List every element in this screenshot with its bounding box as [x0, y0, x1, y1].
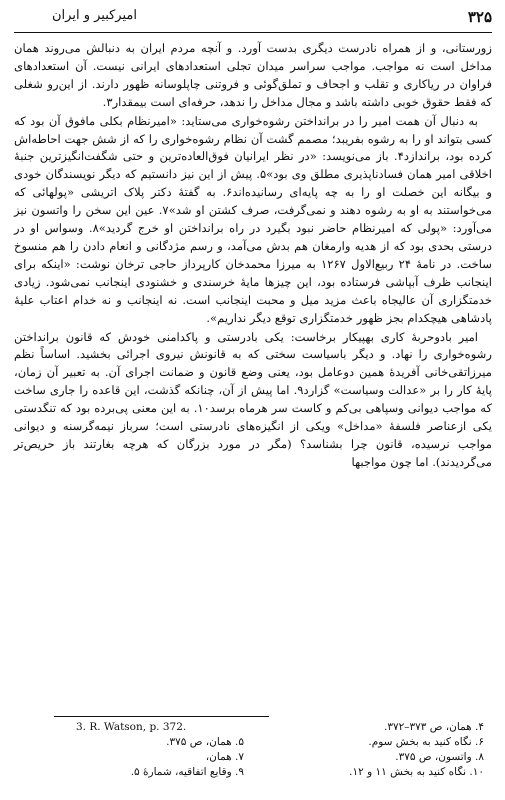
paragraph: زورستانی، و از همراه نادرست دیگری بدست آورد. و آنچه مردم ایران به دنبالش می‌روند همان مداخل است نه مواجب. مواجب سراسر میدان تجلی استعدادهای ایرانی نیست. آن استعدادهای فراوان در ریاکاری و تقلب و اجحاف و تملق‌گوئی و فروتنی چاپلوسانه ظهور دارند. از این‌رو شغلی که فقط حقوق خوبی داشته باشد و مجال مداخل را ندهد، حرفه‌ای است بیمقدار۳. [14, 41, 492, 109]
paragraph: امیر بادوحربهٔ کاری بهپیکار برخاست: یکی بادرستی و پاکدامنی خودش که قانون برانداختن رشوه‌خواری را نهاد. و دیگر باسیاست سختی که به قانونش نیروی اجرائی بخشید. اساساً نظم میرزاتقی‌خانی آفریدهٔ همین دوعامل بود، یعنی وضع قانون و ضمانت اجرای آن. به تعبیر آن زمان، پایهٔ کار را بر «عدالت وسیاست» گزارد۹. اما پیش از آن، چنانکه گذشت، این قاعده را جاری ساخت که مواجب دیوانی وسپاهی بی‌کم و کاست سر هرماه برسد۱۰. به این معنی پی‌برده بود که تنگدستی یکی ازعناصر فلسفهٔ «مداخل» ویکی از انگیزه‌های نادرستی است؛ سرباز نیمه‌گرسنه و دیوانی مواجب نرسیده، قانون چرا بشناسد؟ (مگر در مورد بزرگان که هرچه بغارتند باز حریص‌تر می‌گردیدند). اما چون مواجبها [14, 329, 493, 469]
body-text [14, 40, 492, 472]
running-title: امیرکبیر و ایران [52, 8, 137, 23]
paragraph: به دنبال آن همت امیر را در برانداختن رشوه‌خواری می‌ستاید: «امیرنظام بکلی مافوق آن بود که کسی بتواند او را به رشوه بفریبد؛ مصمم گشت آن نظام رشوه‌خواری را که از شش جهت احاطه‌اش کرده بود، براندازد۴. باز می‌نویسد: «در نظر ایرانیان فوق‌العاده‌ترین و حتی شگفت‌انگیزترین جنبهٔ اخلاقی امیر همان فسادناپذیری مطلق وی بود»۵. پیش از این نیز دانستیم که دیگر نویسندگان خودی و بیگانه این خصلت او را به چه پایه‌ای رسانیده‌اند۶. به گفتهٔ دکتر پلاک اتریشی «پولهائی که می‌خواستند به او به رشوه دهند و نمی‌گرفت، صرف کشتن او شد»۷. عین این سخن را واتسون نیز می‌آورد: «پولی که امیرنظام حاضر نبود بگیرد در راه برانداختن او خرج گردید»۸. وسواس او در درستی بحدی بود که از هدیه وارمغان هم بدش می‌آمد، و رسم مژدگانی و انعام دادن را هم منسوخ ساخت. در نامهٔ ۲۴ ربیع‌الاول ۱۲۶۷ به میرزا محمدخان کارپرداز حاجی ترخان نوشت: «اینکه برای اینجانب ظرف آبپاشی فرستاده بود، این چیزها مایهٔ خرسندی و خشنودی اینجانب نمی‌شود. زیادی خدمتگزاری آن عالیجاه باعث مزید میل و محبت اینجانب است. نه اینجانب و نه خدام اعتاب علیهٔ پادشاهی هیچکدام بجز ظهور خدمتگزاری توقع دیگر نداریم». [14, 113, 493, 325]
page-number: ۳۲۵ [467, 8, 492, 26]
footnote: ۸. واتسون، ص ۳۷۵. [395, 751, 484, 763]
footnotes-right-column [254, 720, 484, 780]
footnote-rule [54, 716, 269, 717]
page-header [14, 6, 492, 28]
footnote: ۵. همان، ص ۳۷۵. [166, 736, 244, 748]
footnote: 3. R. Watson, p. 372. [76, 721, 187, 733]
footnote: ۷. همان، [205, 751, 244, 763]
footnotes-left-column [54, 720, 244, 780]
footnote: ۱۰. نگاه کنید به بخش ۱۱ و ۱۲. [349, 766, 484, 778]
book-page [14, 6, 492, 794]
footnote: ۴. همان، ص ۳۷۳–۳۷۲. [383, 721, 484, 733]
footnote: ۹. وقایع اتفاقیه، شمارهٔ ۵. [130, 766, 244, 778]
header-rule [14, 32, 492, 33]
footnote: ۶. نگاه کنید به بخش سوم. [368, 736, 484, 748]
